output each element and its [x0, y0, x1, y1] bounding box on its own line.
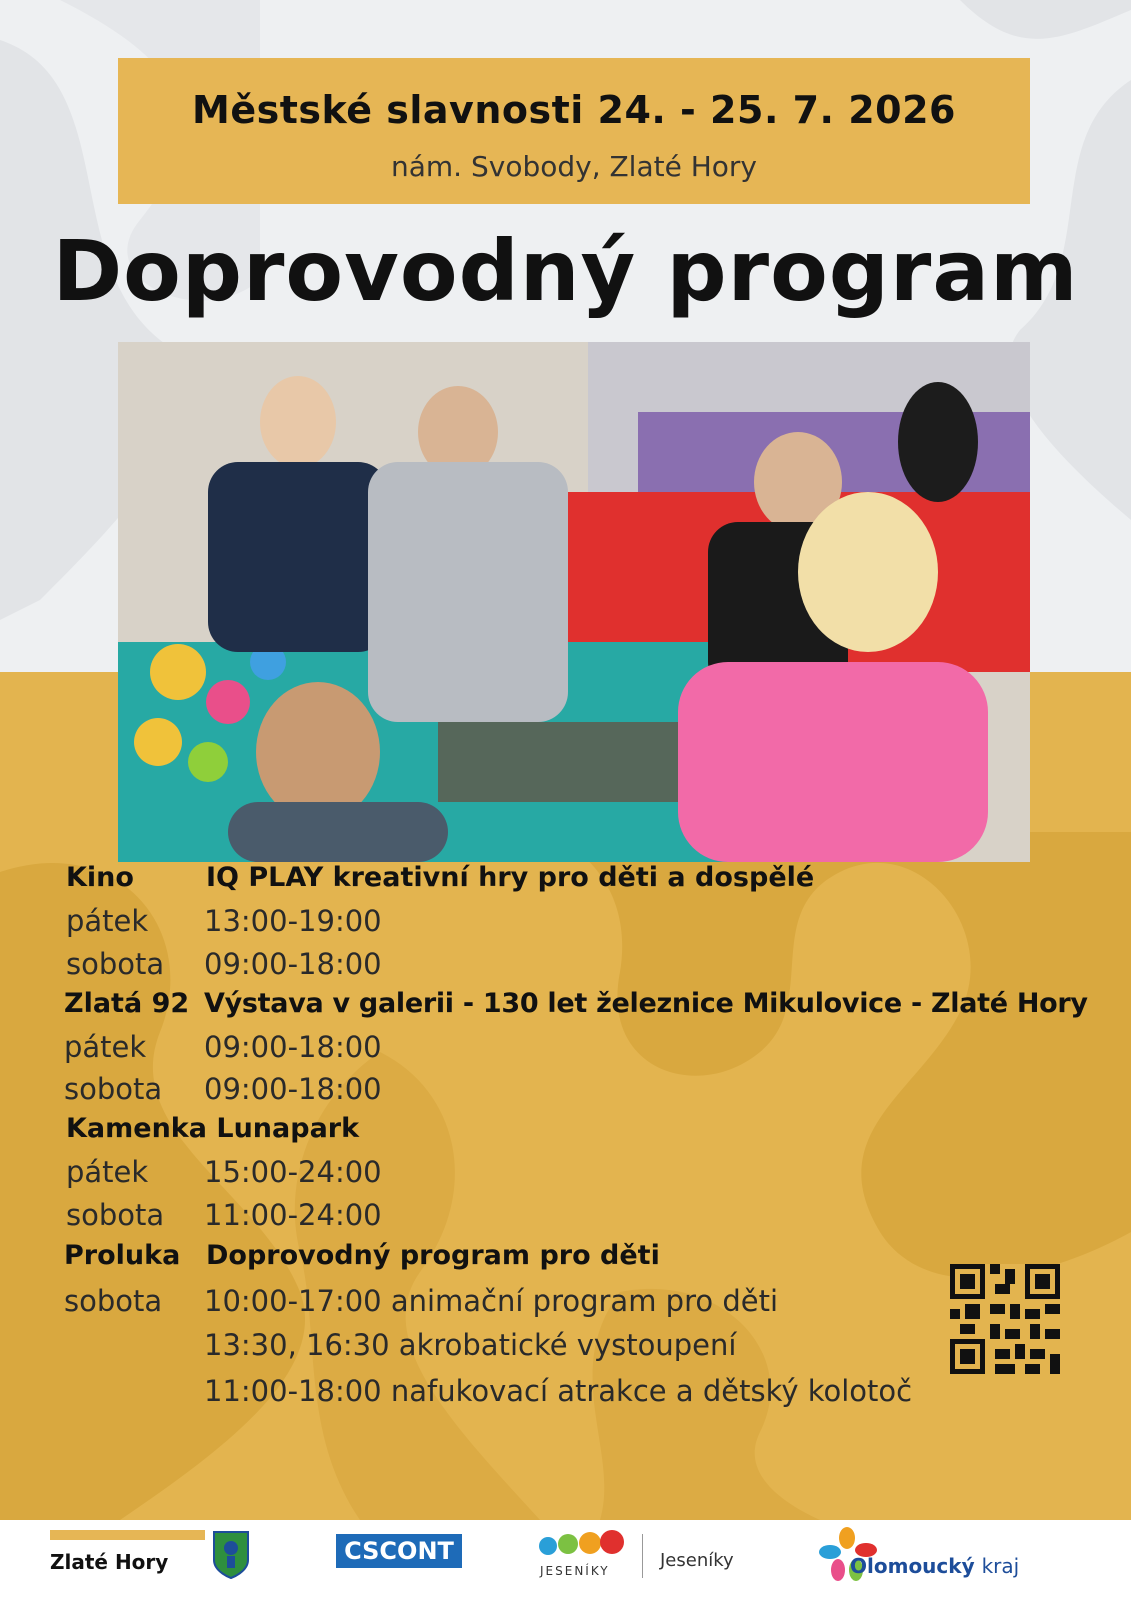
olomoucky-label: Olomoucký [850, 1554, 975, 1578]
divider [642, 1534, 643, 1578]
time-label: 15:00-24:00 [204, 1155, 382, 1189]
time-label: 10:00-17:00 animační program pro děti [204, 1284, 778, 1318]
day-label: sobota [64, 1072, 163, 1106]
time-label: 11:00-24:00 [204, 1198, 382, 1232]
venue-name: Proluka [64, 1240, 181, 1271]
event-name: IQ PLAY kreativní hry pro děti a dospělé [206, 862, 815, 893]
event-location: nám. Svobody, Zlaté Hory [391, 150, 757, 183]
jeseniky-logo: Jeseníky [660, 1550, 734, 1571]
venue-name: Zlatá 92 [64, 988, 190, 1019]
page-title: Doprovodný program [52, 222, 1079, 320]
jeseniky-label: JESENÍKY [540, 1564, 610, 1578]
zlate-hory-bar [50, 1530, 205, 1540]
children-playing-photo [118, 342, 1030, 862]
venue-name: Kino [66, 862, 134, 893]
time-label: 13:00-19:00 [204, 904, 382, 938]
kraj-label: kraj [981, 1554, 1020, 1578]
event-title: Městské slavnosti 24. - 25. 7. 2026 [192, 88, 956, 132]
event-photo [118, 342, 1030, 862]
event-name: Výstava v galerii - 130 let železnice Mikulovice - Zlaté Hory [204, 988, 1088, 1019]
day-label: pátek [66, 1155, 149, 1189]
olomoucky-kraj-logo [850, 1554, 1019, 1578]
time-label: 09:00-18:00 [204, 947, 382, 981]
day-label: sobota [66, 947, 165, 981]
cscont-logo: CSCONT [336, 1534, 462, 1568]
event-name: Doprovodný program pro děti [206, 1240, 660, 1271]
day-label: sobota [66, 1198, 165, 1232]
time-label: 09:00-18:00 [204, 1072, 382, 1106]
sponsors-footer [0, 1520, 1131, 1600]
time-label: 11:00-18:00 nafukovací atrakce a dětský kolotoč [204, 1374, 913, 1408]
jeseniky-dots-icon [536, 1530, 626, 1558]
day-label: pátek [64, 1030, 147, 1064]
qr-code-icon[interactable] [950, 1264, 1060, 1374]
zlate-hory-logo: Zlaté Hory [50, 1550, 169, 1574]
coat-of-arms-icon [212, 1530, 250, 1580]
day-label: sobota [64, 1284, 163, 1318]
day-label: pátek [66, 904, 149, 938]
event-header [118, 58, 1030, 204]
time-label: 13:30, 16:30 akrobatické vystoupení [204, 1328, 737, 1362]
time-label: 09:00-18:00 [204, 1030, 382, 1064]
venue-name: Kamenka Lunapark [66, 1113, 360, 1144]
